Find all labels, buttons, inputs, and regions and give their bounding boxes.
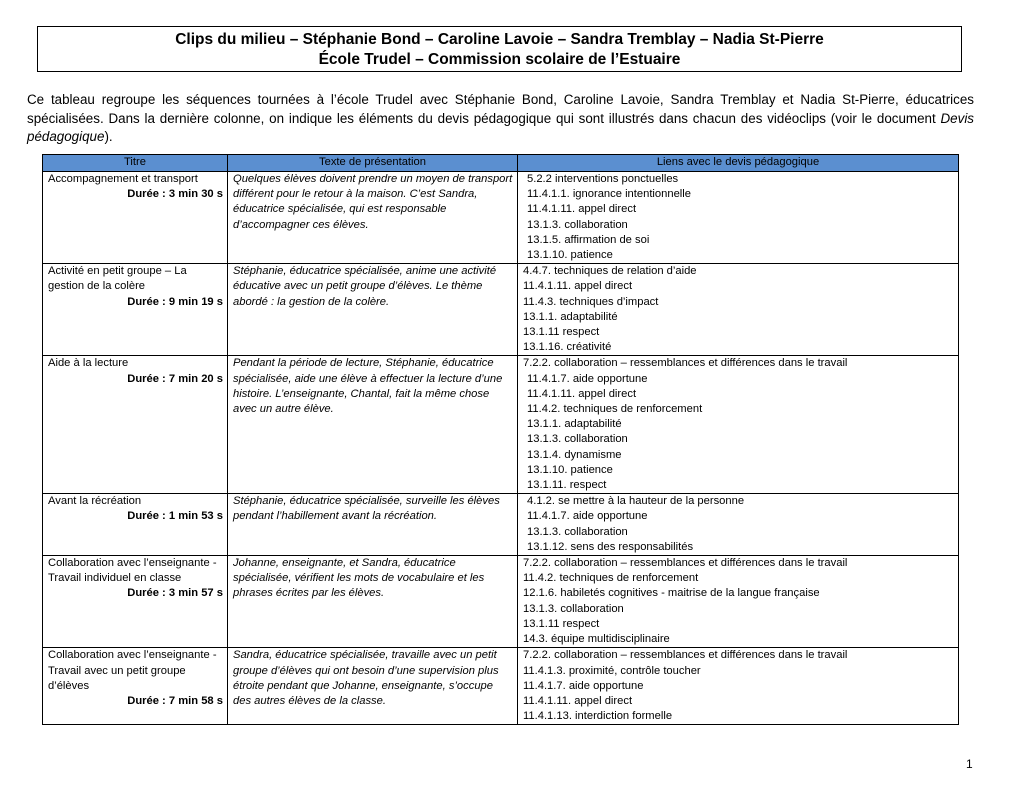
clip-title: Avant la récréation xyxy=(48,495,142,508)
table-row xyxy=(43,264,959,356)
lien-item: 13.1.12. sens des responsabilités xyxy=(527,540,694,553)
cell-texte: Stéphanie, éducatrice spécialisée, surveille les élèves pendant l’habillement avant la récréation. xyxy=(228,494,518,556)
table-row xyxy=(43,356,959,494)
lien-item: 13.1.11 respect xyxy=(523,617,600,630)
cell-texte: Quelques élèves doivent prendre un moyen de transport différent pour le retour à la maison. C’est Sandra, éducatrice spécialisée, qui est responsable d’accompagner ces élèves. xyxy=(228,172,518,264)
cell-texte: Stéphanie, éducatrice spécialisée, anime une activité éducative avec un petit groupe d’élèves. Le thème abordé : la gestion de la colère. xyxy=(228,264,518,356)
lien-item: 13.1.5. affirmation de soi xyxy=(527,233,650,246)
clip-duration: Durée : 3 min 57 s xyxy=(127,587,223,600)
cell-titre xyxy=(43,556,228,648)
cell-texte: Sandra, éducatrice spécialisée, travaille avec un petit groupe d’élèves qui ont besoin d’une supervision plus étroite pendant que Johanne, enseignante, s’occupe des autres élèves de la classe. xyxy=(228,648,518,725)
cell-titre xyxy=(43,494,228,556)
lien-item: 5.2.2 interventions ponctuelles xyxy=(527,173,679,185)
lien-item: 14.3. équipe multidisciplinaire xyxy=(523,633,670,646)
document-subtitle: École Trudel – Commission scolaire de l’Estuaire xyxy=(318,51,681,68)
lien-item: 11.4.3. techniques d’impact xyxy=(523,295,659,308)
lien-item: 13.1.10. patience xyxy=(527,249,613,262)
lien-item: 13.1.11 respect xyxy=(523,326,600,339)
header-texte: Texte de présentation xyxy=(228,155,518,172)
cell-titre xyxy=(43,356,228,494)
clips-table xyxy=(42,154,959,725)
clip-title: Collaboration avec l’enseignante - Travail individuel en classe xyxy=(48,557,217,585)
document-title: Clips du milieu – Stéphanie Bond – Caroline Lavoie – Sandra Tremblay – Nadia St-Pierre xyxy=(175,31,824,48)
lien-item: 7.2.2. collaboration – ressemblances et différences dans le travail xyxy=(523,557,848,570)
intro-text-end: ). xyxy=(104,129,113,144)
cell-titre xyxy=(43,172,228,264)
lien-item: 13.1.3. collaboration xyxy=(523,602,624,615)
lien-item: 13.1.4. dynamisme xyxy=(527,448,622,461)
cell-liens xyxy=(518,494,959,556)
cell-titre xyxy=(43,264,228,356)
lien-item: 7.2.2. collaboration – ressemblances et différences dans le travail xyxy=(523,357,848,370)
intro-paragraph xyxy=(27,91,974,147)
lien-item: 11.4.1.11. appel direct xyxy=(527,203,637,216)
lien-item: 11.4.1.1. ignorance intentionnelle xyxy=(527,188,691,201)
header-titre: Titre xyxy=(43,155,228,172)
page-number: 1 xyxy=(966,757,973,771)
cell-liens xyxy=(518,648,959,725)
cell-texte: Pendant la période de lecture, Stéphanie, éducatrice spécialisée, aide une élève à effectuer la lecture d’une histoire. L’enseignante, Chantal, fait la même chose avec un autre élève. xyxy=(228,356,518,494)
clip-title: Collaboration avec l’enseignante - Travail avec un petit groupe d’élèves xyxy=(48,649,217,692)
cell-liens xyxy=(518,264,959,356)
intro-text: Ce tableau regroupe les séquences tournées à l’école Trudel avec Stéphanie Bond, Caroline Lavoie, Sandra Tremblay et Nadia St-Pierre, éducatrices spécialisées. Dans la dernière colonne, on indique les éléments du devis pédagogique qui sont illustrés dans chacun des vidéoclips (voir le document xyxy=(27,92,974,126)
cell-titre xyxy=(43,648,228,725)
clip-duration: Durée : 1 min 53 s xyxy=(127,510,223,523)
cell-texte: Johanne, enseignante, et Sandra, éducatrice spécialisée, vérifient les mots de vocabulaire et les phrases écrites par les élèves. xyxy=(228,556,518,648)
lien-item: 13.1.16. créativité xyxy=(523,341,612,354)
cell-liens xyxy=(518,356,959,494)
clip-duration: Durée : 7 min 20 s xyxy=(127,372,223,385)
lien-item: 11.4.1.11. appel direct xyxy=(523,694,633,707)
clip-duration: Durée : 3 min 30 s xyxy=(127,188,223,201)
lien-item: 13.1.3. collaboration xyxy=(527,218,628,231)
cell-liens xyxy=(518,556,959,648)
lien-item: 12.1.6. habiletés cognitives - maitrise de la langue française xyxy=(523,587,820,600)
lien-item: 4.4.7. techniques de relation d’aide xyxy=(523,265,697,278)
lien-item: 13.1.1. adaptabilité xyxy=(527,418,622,431)
lien-item: 13.1.1. adaptabilité xyxy=(523,310,618,323)
clip-duration: Durée : 9 min 19 s xyxy=(127,295,223,308)
lien-item: 7.2.2. collaboration – ressemblances et différences dans le travail xyxy=(523,649,848,662)
header-liens: Liens avec le devis pédagogique xyxy=(518,155,959,172)
table-header-row xyxy=(43,155,959,172)
lien-item: 13.1.3. collaboration xyxy=(527,525,628,538)
lien-item: 11.4.2. techniques de renforcement xyxy=(527,403,703,416)
table-row xyxy=(43,172,959,264)
lien-item: 11.4.1.7. aide opportune xyxy=(523,679,644,692)
clip-title: Activité en petit groupe – La gestion de la colère xyxy=(48,265,187,293)
lien-item: 11.4.1.11. appel direct xyxy=(527,387,637,400)
lien-item: 11.4.1.3. proximité, contrôle toucher xyxy=(523,664,701,677)
table-row xyxy=(43,556,959,648)
lien-item: 4.1.2. se mettre à la hauteur de la personne xyxy=(527,495,745,508)
clip-title: Accompagnement et transport xyxy=(48,173,198,185)
lien-item: 11.4.1.7. aide opportune xyxy=(527,372,648,385)
intro-doc-title: Devis pédagogique xyxy=(27,110,974,144)
lien-item: 11.4.1.13. interdiction formelle xyxy=(523,710,673,723)
lien-item: 13.1.10. patience xyxy=(527,463,613,476)
cell-liens xyxy=(518,172,959,264)
lien-item: 13.1.11. respect xyxy=(527,479,607,492)
lien-item: 11.4.2. techniques de renforcement xyxy=(523,572,699,585)
table-row xyxy=(43,648,959,725)
document-title-box xyxy=(37,26,962,72)
clip-duration: Durée : 7 min 58 s xyxy=(127,694,223,707)
lien-item: 11.4.1.11. appel direct xyxy=(523,280,633,293)
lien-item: 13.1.3. collaboration xyxy=(527,433,628,446)
clip-title: Aide à la lecture xyxy=(48,357,129,370)
lien-item: 11.4.1.7. aide opportune xyxy=(527,510,648,523)
table-row xyxy=(43,494,959,556)
